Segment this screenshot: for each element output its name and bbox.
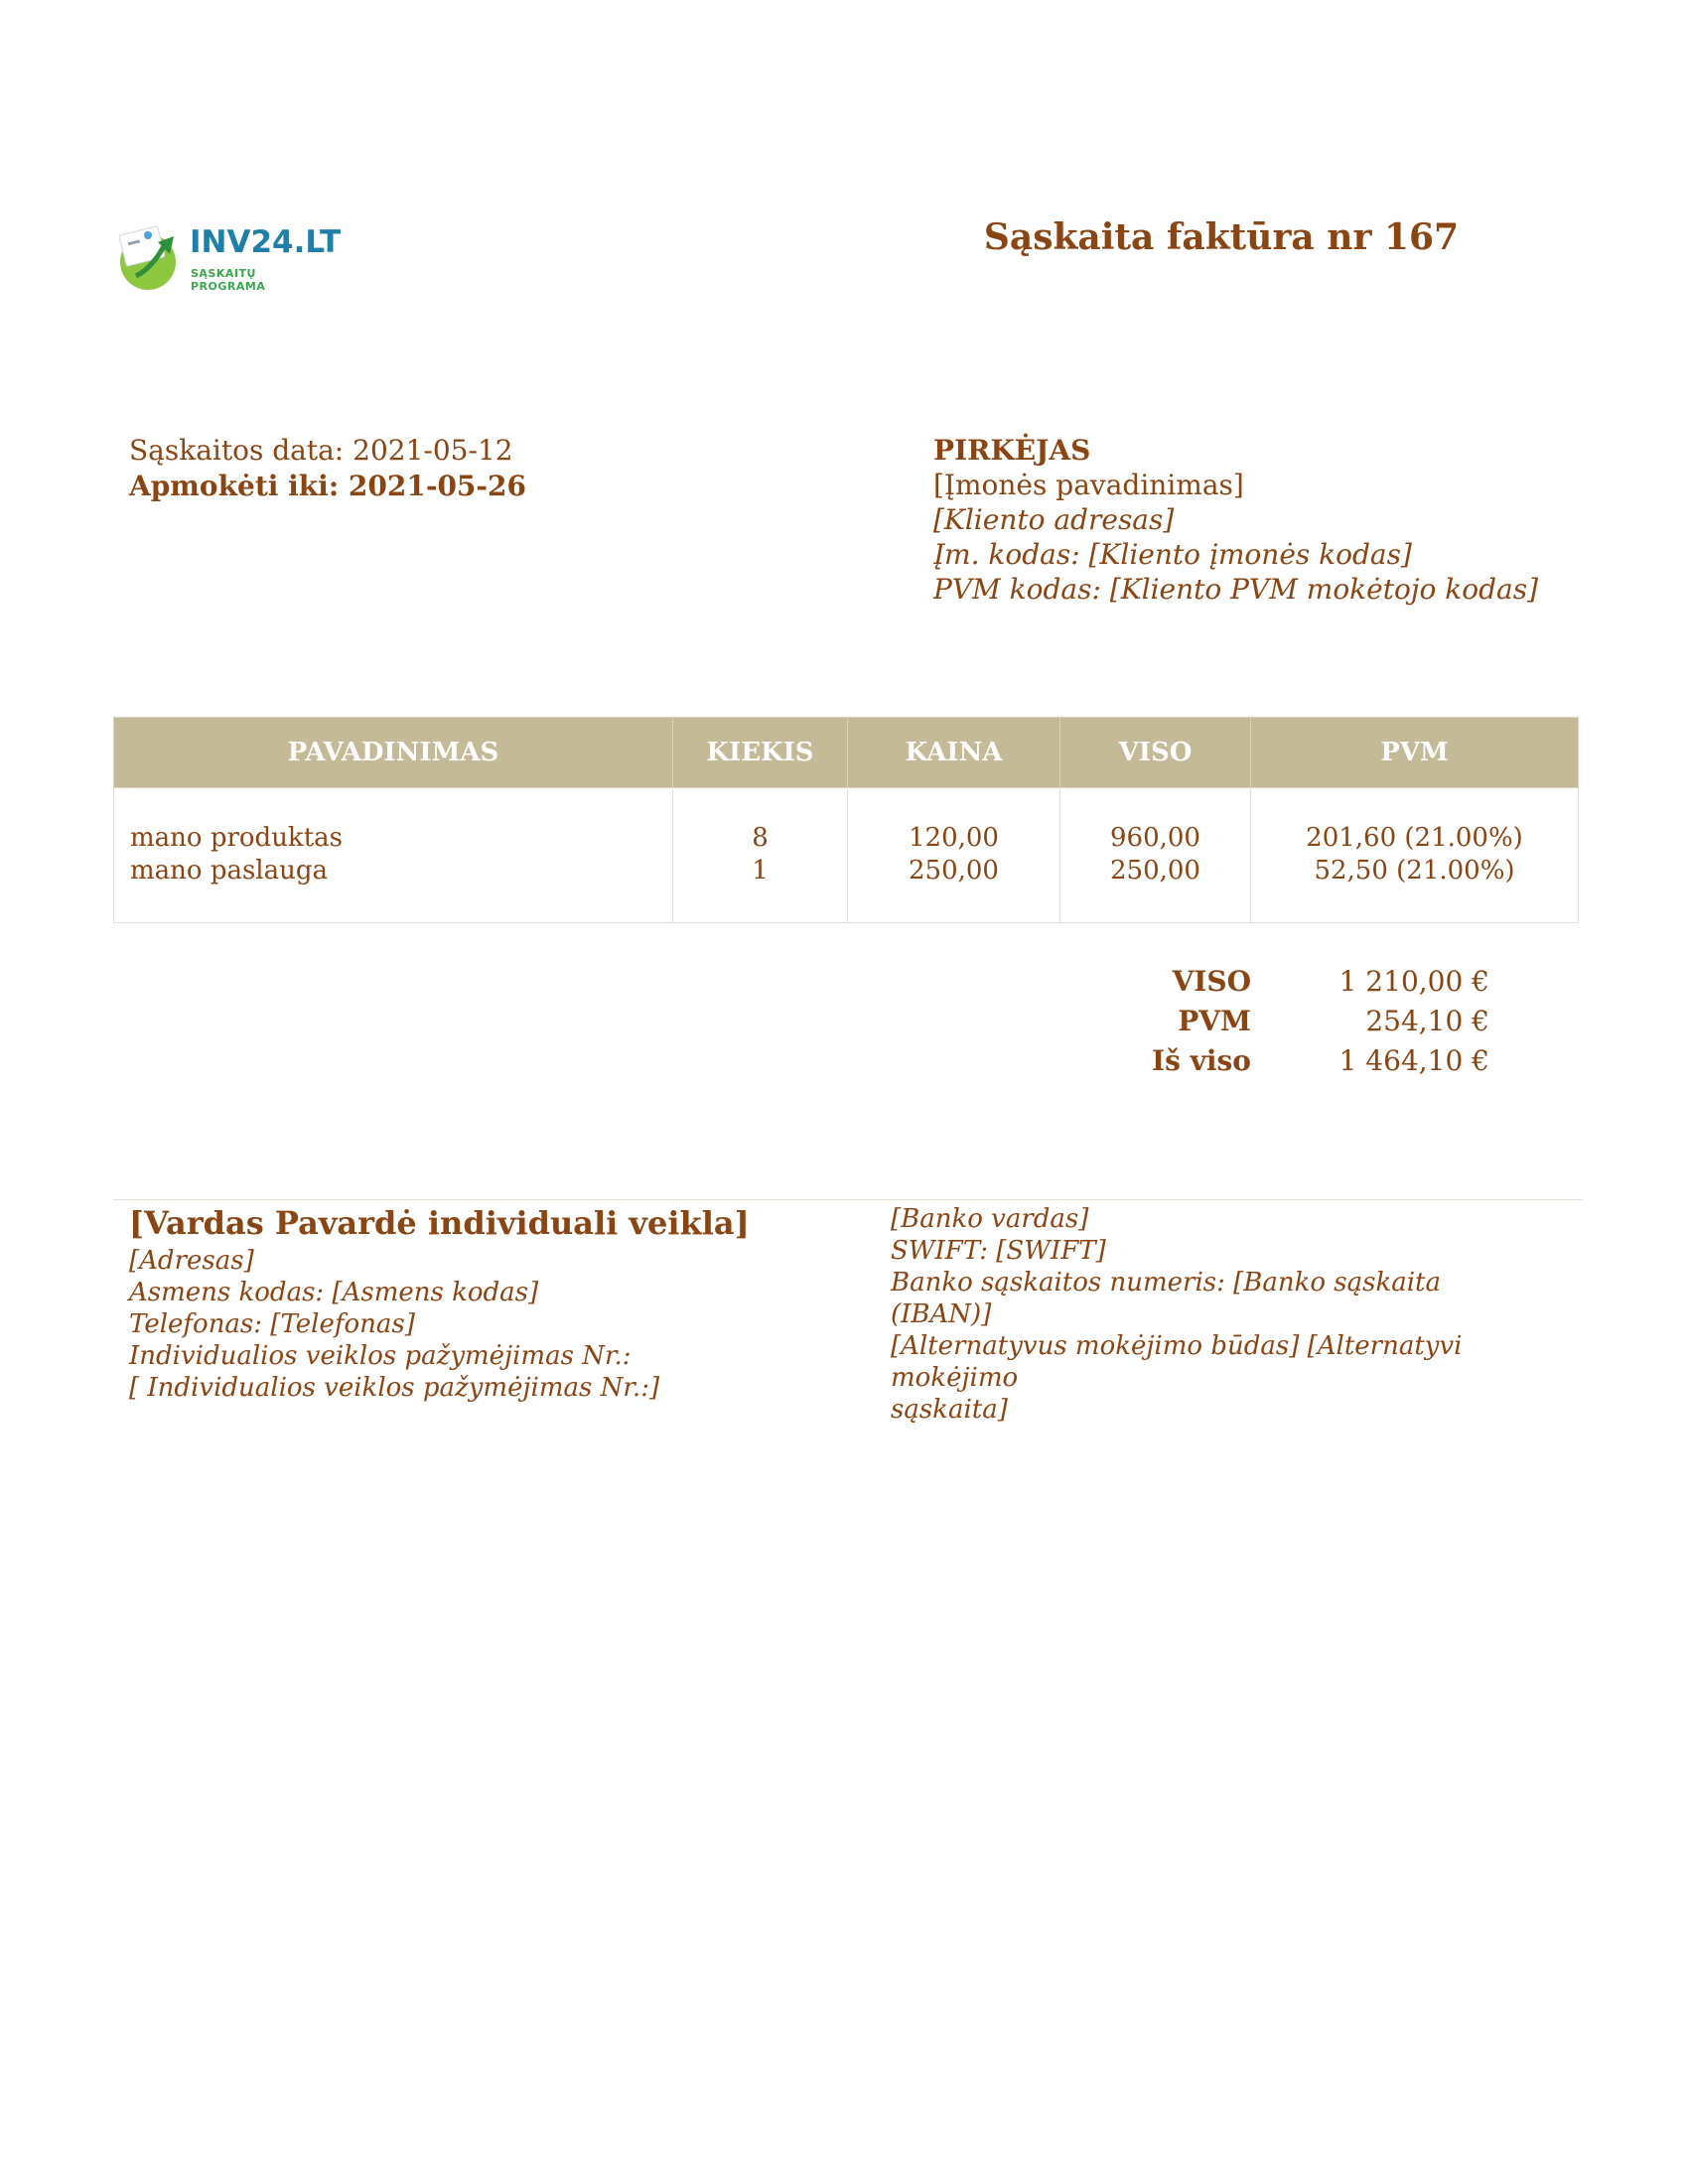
- column-header-name: PAVADINIMAS: [114, 718, 673, 788]
- logo-brand-text: INV24.LT: [190, 224, 342, 260]
- bank-alt-payment-cont: sąskaita]: [891, 1395, 1008, 1425]
- cell-price: [848, 788, 1060, 923]
- column-header-total: VISO: [1060, 718, 1251, 788]
- seller-block: [129, 1203, 750, 1404]
- table-header-row: [114, 718, 1579, 788]
- column-header-price: KAINA: [848, 718, 1060, 788]
- column-header-vat: PVM: [1251, 718, 1579, 788]
- seller-phone: Telefonas: [Telefonas]: [129, 1309, 415, 1339]
- bank-alt-payment: [Alternatyvus mokėjimo būdas] [Alternatyvi mokėjimo: [891, 1331, 1463, 1393]
- item-name: mano produktas: [130, 823, 343, 853]
- seller-name: [Vardas Pavardė individuali veikla]: [129, 1204, 750, 1242]
- buyer-address: [Kliento adresas]: [933, 503, 1175, 536]
- vat-total-label: PVM: [1178, 1005, 1251, 1037]
- grand-total-value: 1 464,10 €: [1338, 1044, 1489, 1077]
- cell-name: [114, 788, 673, 923]
- column-header-qty: KIEKIS: [673, 718, 848, 788]
- vat-total-row: [1082, 1005, 1499, 1044]
- item-price: 120,00: [909, 823, 999, 853]
- item-qty: 8: [752, 823, 769, 853]
- footer-divider: [113, 1199, 1583, 1200]
- cell-qty: [673, 788, 848, 923]
- item-total: 250,00: [1110, 856, 1200, 886]
- buyer-heading: PIRKĖJAS: [933, 434, 1091, 467]
- invoice-title: Sąskaita faktūra nr 167: [983, 216, 1460, 258]
- grand-total-row: [1082, 1044, 1499, 1084]
- invoice-dates: [129, 433, 526, 504]
- items-table: [113, 717, 1579, 923]
- item-name: mano paslauga: [130, 856, 329, 886]
- totals-block: [1082, 965, 1499, 1084]
- due-date: Apmokėti iki: 2021-05-26: [129, 470, 526, 502]
- company-logo: [114, 216, 342, 294]
- invoice-date: Sąskaitos data: 2021-05-12: [129, 434, 513, 467]
- logo-emblem-icon: [114, 216, 186, 294]
- seller-address: [Adresas]: [129, 1246, 254, 1276]
- logo-subtitle: SĄSKAITŲ PROGRAMA: [191, 267, 266, 293]
- grand-total-label: Iš viso: [1152, 1044, 1251, 1077]
- item-price: 250,00: [909, 856, 999, 886]
- vat-total-value: 254,10 €: [1365, 1005, 1489, 1037]
- bank-swift: SWIFT: [SWIFT]: [891, 1236, 1106, 1266]
- seller-cert-label: Individualios veiklos pažymėjimas Nr.:: [129, 1341, 632, 1371]
- bank-account: Banko sąskaitos numeris: [Banko sąskaita (IBAN)]: [891, 1268, 1442, 1329]
- cell-total: [1060, 788, 1251, 923]
- buyer-company: [Įmonės pavadinimas]: [933, 469, 1244, 501]
- buyer-company-code: Įm. kodas: [Kliento įmonės kodas]: [933, 538, 1412, 571]
- buyer-block: [933, 433, 1538, 607]
- seller-cert-value: [ Individualios veiklos pažymėjimas Nr.:]: [129, 1373, 660, 1403]
- item-qty: 1: [752, 856, 769, 886]
- buyer-vat-code: PVM kodas: [Kliento PVM mokėtojo kodas]: [933, 573, 1538, 606]
- bank-block: [891, 1203, 1546, 1426]
- seller-personal-code: Asmens kodas: [Asmens kodas]: [129, 1278, 539, 1307]
- bank-name: [Banko vardas]: [891, 1204, 1089, 1234]
- item-vat: 52,50 (21.00%): [1314, 856, 1515, 886]
- item-vat: 201,60 (21.00%): [1306, 823, 1523, 853]
- subtotal-value: 1 210,00 €: [1338, 965, 1489, 998]
- table-row: [114, 788, 1579, 923]
- cell-vat: [1251, 788, 1579, 923]
- item-total: 960,00: [1110, 823, 1200, 853]
- subtotal-label: VISO: [1172, 965, 1251, 998]
- subtotal-row: [1082, 965, 1499, 1005]
